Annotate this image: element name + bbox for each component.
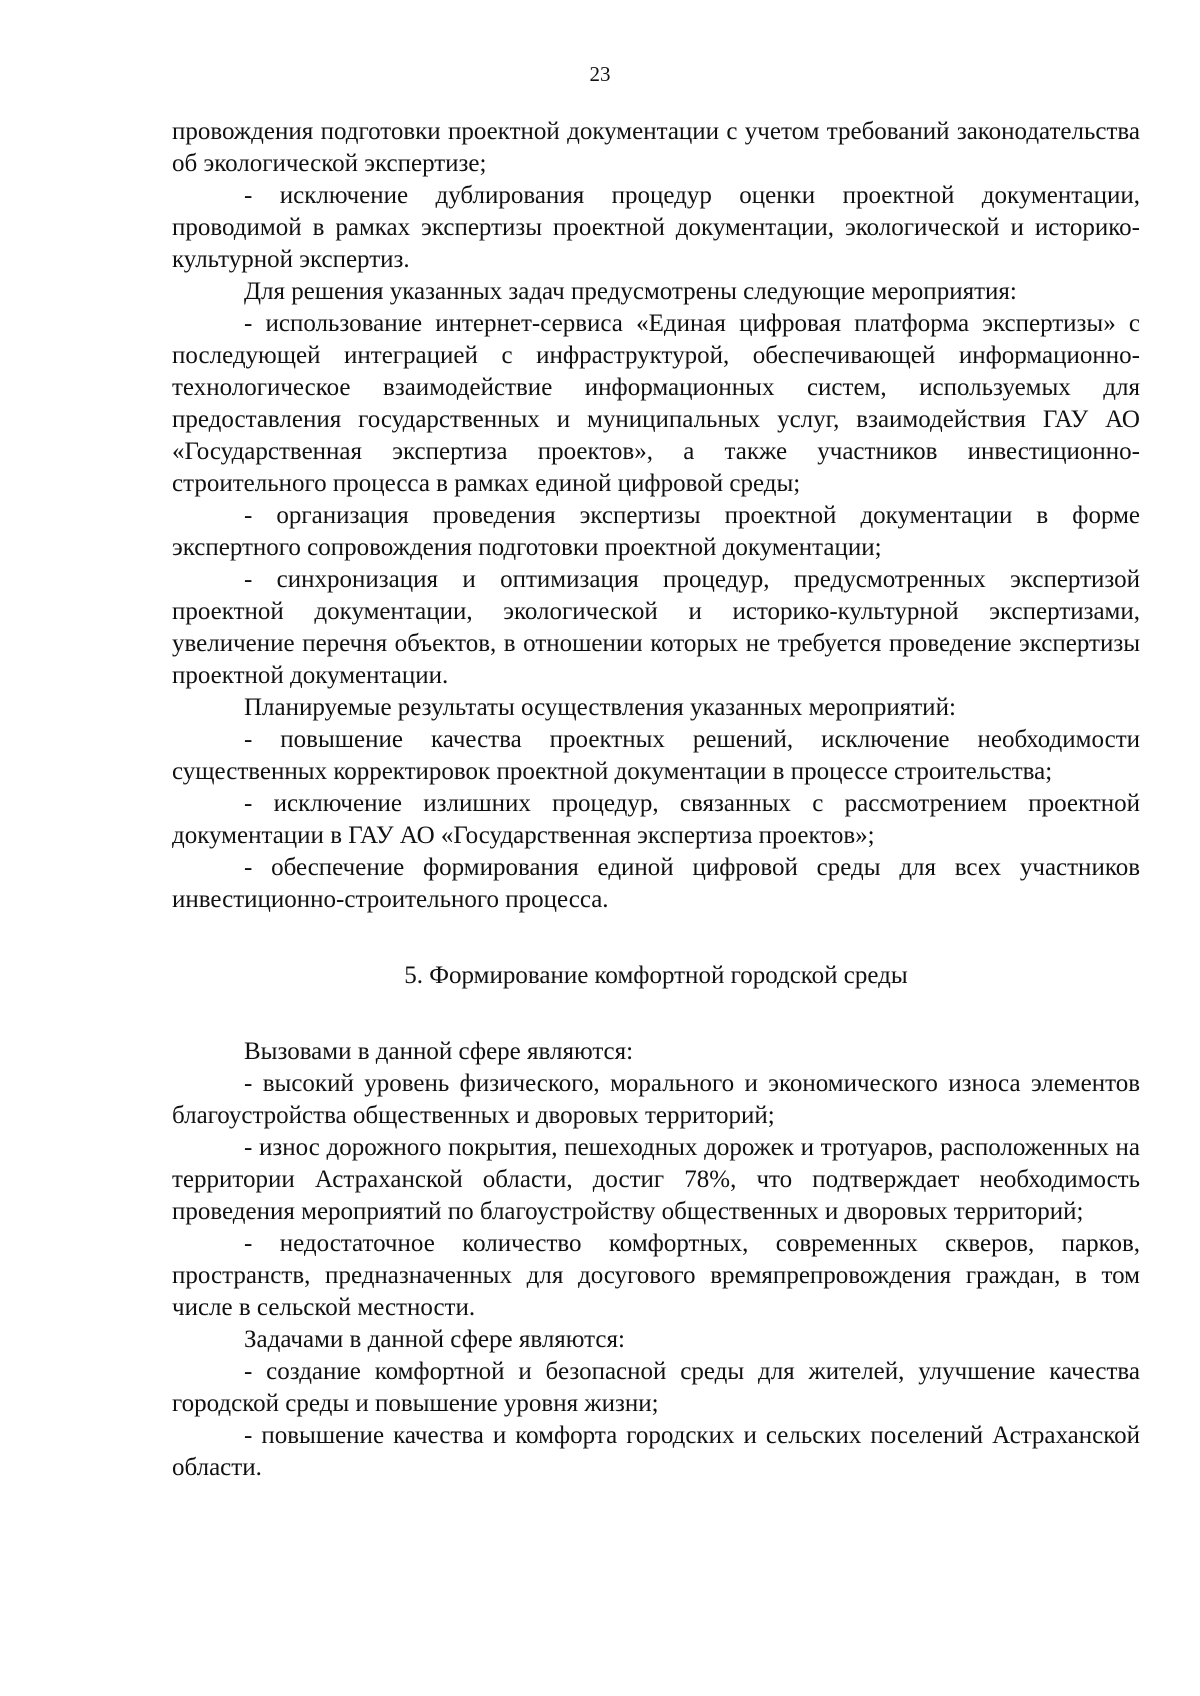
- document-body: [172, 116, 1140, 1484]
- list-item: - высокий уровень физического, морального и экономического износа элементов благоустройства общественных и дворовых территорий;: [172, 1070, 1140, 1129]
- list-item: - повышение качества и комфорта городских и сельских поселений Астраханской области.: [172, 1422, 1140, 1481]
- list-item: - использование интернет-сервиса «Единая цифровая платформа экспертизы» с последующей интеграцией с инфраструктурой, обеспечивающей информационно-технологическое взаимодействие информационных систем, используемых для предоставления государственных и муниципальных услуг, взаимодействия ГАУ АО «Государственная экспертиза проектов», а также участников инвестиционно-строительного процесса в рамках единой цифровой среды;: [172, 310, 1140, 497]
- list-item: - организация проведения экспертизы проектной документации в форме экспертного сопровождения подготовки проектной документации;: [172, 502, 1140, 561]
- section-heading: 5. Формирование комфортной городской среды: [404, 962, 908, 989]
- list-item: - исключение излишних процедур, связанных с рассмотрением проектной документации в ГАУ АО «Государственная экспертиза проектов»;: [172, 790, 1140, 849]
- list-item: - синхронизация и оптимизация процедур, предусмотренных экспертизой проектной документации, экологической и историко-культурной экспертизами, увеличение перечня объектов, в отношении которых не требуется проведение экспертизы проектной документации.: [172, 566, 1140, 689]
- list-item: - исключение дублирования процедур оценки проектной документации, проводимой в рамках экспертизы проектной документации, экологической и историко-культурной экспертиз.: [172, 182, 1140, 273]
- list-item: - обеспечение формирования единой цифровой среды для всех участников инвестиционно-строительного процесса.: [172, 854, 1140, 913]
- list-item: - недостаточное количество комфортных, современных скверов, парков, пространств, предназначенных для досугового времяпрепровождения граждан, в том числе в сельской местности.: [172, 1230, 1140, 1321]
- paragraph: Вызовами в данной сфере являются:: [244, 1038, 634, 1065]
- paragraph: Для решения указанных задач предусмотрены следующие мероприятия:: [244, 278, 1017, 305]
- list-item: - износ дорожного покрытия, пешеходных дорожек и тротуаров, расположенных на территории Астраханской области, достиг 78%, что подтверждает необходимость проведения мероприятий по благоустройству общественных и дворовых территорий;: [172, 1134, 1140, 1225]
- page-number: 23: [589, 62, 611, 86]
- list-item: - создание комфортной и безопасной среды для жителей, улучшение качества городской среды и повышение уровня жизни;: [172, 1358, 1140, 1417]
- paragraph: Задачами в данной сфере являются:: [244, 1326, 625, 1353]
- paragraph-continuation: провождения подготовки проектной документации с учетом требований законодательства об экологической экспертизе;: [172, 118, 1140, 177]
- list-item: - повышение качества проектных решений, исключение необходимости существенных корректировок проектной документации в процессе строительства;: [172, 726, 1140, 785]
- paragraph: Планируемые результаты осуществления указанных мероприятий:: [244, 694, 956, 721]
